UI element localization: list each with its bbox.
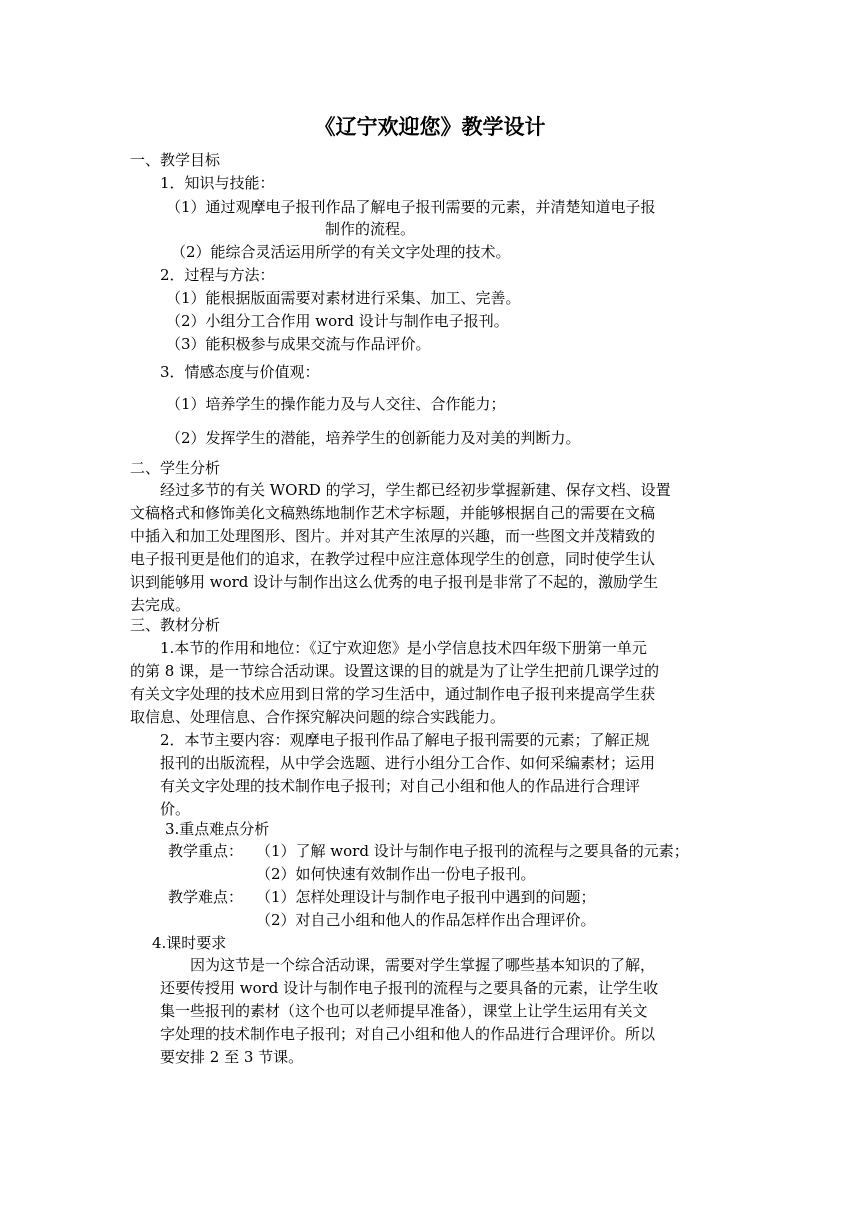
key-points-label: 教学重点： <box>168 842 244 860</box>
subheading-process: 2．过程与方法： <box>160 266 275 284</box>
section-heading-students: 二、学生分析 <box>130 459 221 477</box>
difficult-points-label: 教学难点： <box>168 888 244 906</box>
section-heading-materials: 三、教材分析 <box>130 616 221 634</box>
content-para-line: 有关文字处理的技术制作电子报刊；对自己小组和他人的作品进行合理评 <box>160 777 641 795</box>
difficult-point-2: （2）对自己小组和他人的作品怎样作出合理评价。 <box>256 911 596 929</box>
knowledge-item-1: （1）通过观摩电子报刊作品了解电子报刊需要的元素，并清楚知道电子报 <box>166 198 656 216</box>
hours-para-line: 因为这节是一个综合活动课，需要对学生掌握了哪些基本知识的了解， <box>190 956 656 974</box>
emotion-item-1: （1）培养学生的操作能力及与人交往、合作能力； <box>166 395 506 413</box>
document-title: 《辽宁欢迎您》教学设计 <box>314 114 546 139</box>
difficult-point-1: （1）怎样处理设计与制作电子报刊中遇到的问题； <box>256 888 596 906</box>
role-para-line: 取信息、处理信息、合作探究解决问题的综合实践能力。 <box>130 708 506 726</box>
hours-para-line: 还要传授用 word 设计与制作电子报刊的流程与之要具备的元素，让学生收 <box>160 979 659 997</box>
process-item-3: （3）能积极参与成果交流与作品评价。 <box>166 335 431 353</box>
subheading-emotion: 3．情感态度与价值观： <box>160 363 320 381</box>
key-point-1: （1）了解 word 设计与制作电子报刊的流程与之要具备的元素； <box>256 842 689 860</box>
students-para-line: 中插入和加工处理图形、图片。并对其产生浓厚的兴趣，而一些图文并茂精致的 <box>130 527 656 545</box>
subheading-knowledge: 1．知识与技能： <box>160 174 275 192</box>
students-para-line: 去完成。 <box>130 596 191 614</box>
process-item-1: （1）能根据版面需要对素材进行采集、加工、完善。 <box>166 289 521 307</box>
role-para-line: 的第 8 课，是一节综合活动课。设置这课的目的就是为了让学生把前几课学过的 <box>130 662 660 680</box>
hours-para-line: 集一些报刊的素材（这个也可以老师提早准备），课堂上让学生运用有关文 <box>160 1002 648 1020</box>
section-heading-objectives: 一、教学目标 <box>130 151 221 169</box>
knowledge-item-1-cont: 制作的流程。 <box>325 220 416 238</box>
knowledge-item-2: （2）能综合灵活运用所学的有关文字处理的技术。 <box>171 243 511 261</box>
students-para-line: 经过多节的有关 WORD 的学习，学生都已经初步掌握新建、保存文档、设置 <box>160 481 671 499</box>
students-para-line: 识到能够用 word 设计与制作出这么优秀的电子报刊是非常了不起的，激励学生 <box>130 573 659 591</box>
students-para-line: 文稿格式和修饰美化文稿熟练地制作艺术字标题，并能够根据自己的需要在文稿 <box>130 504 656 522</box>
process-item-2: （2）小组分工合作用 word 设计与制作电子报刊。 <box>166 312 509 330</box>
key-point-2: （2）如何快速有效制作出一份电子报刊。 <box>256 865 536 883</box>
hours-para-line: 字处理的技术制作电子报刊；对自己小组和他人的作品进行合理评价。所以 <box>160 1025 656 1043</box>
emotion-item-2: （2）发挥学生的潜能，培养学生的创新能力及对美的判断力。 <box>166 429 581 447</box>
content-para-line: 价。 <box>160 800 191 818</box>
content-para-line: 2．本节主要内容：观摩电子报刊作品了解电子报刊需要的元素；了解正规 <box>160 731 650 749</box>
students-para-line: 电子报刊更是他们的追求，在教学过程中应注意体现学生的创意，同时使学生认 <box>130 550 656 568</box>
hours-para-line: 要安排 2 至 3 节课。 <box>160 1048 304 1066</box>
role-para-line: 1.本节的作用和地位：《辽宁欢迎您》是小学信息技术四年级下册第一单元 <box>160 639 647 657</box>
subheading-key-difficult: 3.重点难点分析 <box>165 820 270 838</box>
subheading-class-hours: 4.课时要求 <box>152 934 227 952</box>
content-para-line: 报刊的出版流程，从中学会选题、进行小组分工合作、如何采编素材；运用 <box>160 754 656 772</box>
role-para-line: 有关文字处理的技术应用到日常的学习生活中，通过制作电子报刊来提高学生获 <box>130 685 656 703</box>
